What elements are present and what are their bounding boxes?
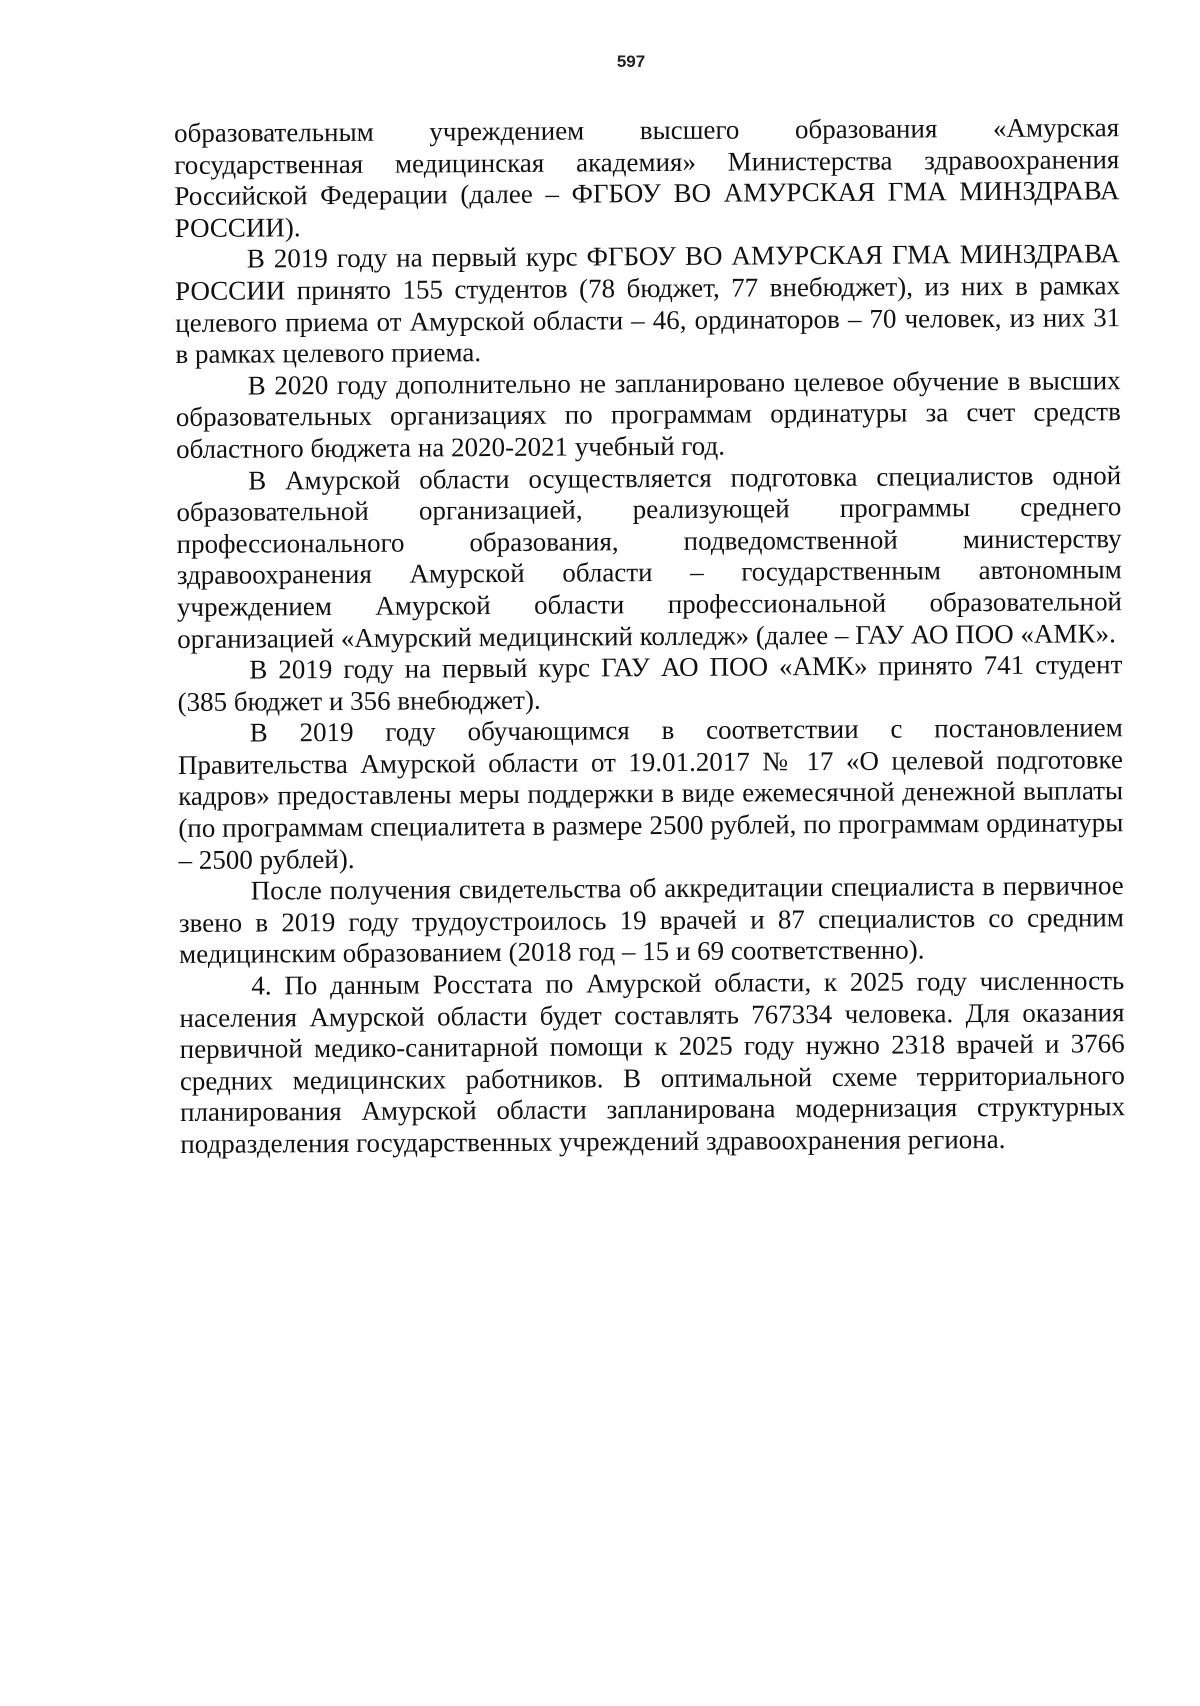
paragraph-6: В 2019 году обучающимся в соответствии с постановлением Правительства Амурской области от 19.01.2017 № 17 «О целевой подготовке кадров» предоставлены меры поддержки в виде ежемесячной денежной выплаты (по программам специалитета в размере 2500 рублей, по программам ординатуры – 2500 рублей). xyxy=(177,712,1124,875)
document-body xyxy=(174,112,1125,1160)
paragraph-7: После получения свидетельства об аккредитации специалиста в первичное звено в 2019 году трудоустроилось 19 врачей и 87 специалистов со средним медицинским образованием (2018 год – 15 и 69 соответственно). xyxy=(178,870,1124,970)
page-number: 597 xyxy=(616,52,646,71)
paragraph-2: В 2019 году на первый курс ФГБОУ ВО АМУРСКАЯ ГМА МИНЗДРАВА РОССИИ принято 155 студентов (78 бюджет, 77 внебюджет), из них в рамках целевого приема от Амурской области – 46, ординаторов – 70 человек, из них 31 в рамках целевого приема. xyxy=(174,238,1121,370)
paragraph-1: образовательным учреждением высшего образования «Амурская государственная медицинская академия» Министерства здравоохранения Российской Федерации (далее – ФГБОУ ВО АМУРСКАЯ ГМА МИНЗДРАВА РОССИИ). xyxy=(174,112,1120,243)
paragraph-8: 4. По данным Росстата по Амурской области, к 2025 году численность населения Амурской области будет составлять 767334 человека. Для оказания первичной медико-санитарной помощи к 2025 году нужно 2318 врачей и 3766 средних медицинских работников. В оптимальной схеме территориального планирования Амурской области запланирована модернизация структурных подразделения государственных учреждений здравоохранения региона. xyxy=(179,965,1126,1159)
paragraph-5: В 2019 году на первый курс ГАУ АО ПОО «АМК» принято 741 студент (385 бюджет и 356 внебюджет). xyxy=(177,649,1123,717)
paragraph-3: В 2020 году дополнительно не запланировано целевое обучение в высших образовательных организациях по программам ординатуры за счет средств областного бюджета на 2020-2021 учебный год. xyxy=(175,364,1121,464)
paragraph-4: В Амурской области осуществляется подготовка специалистов одной образовательной организацией, реализующей программы среднего профессионального образования, подведомственной министерству здравоохранения Амурской области – государственным автономным учреждением Амурской области профессиональной образовательной организацией «Амурский медицинский колледж» (далее – ГАУ АО ПОО «АМК». xyxy=(176,459,1123,654)
